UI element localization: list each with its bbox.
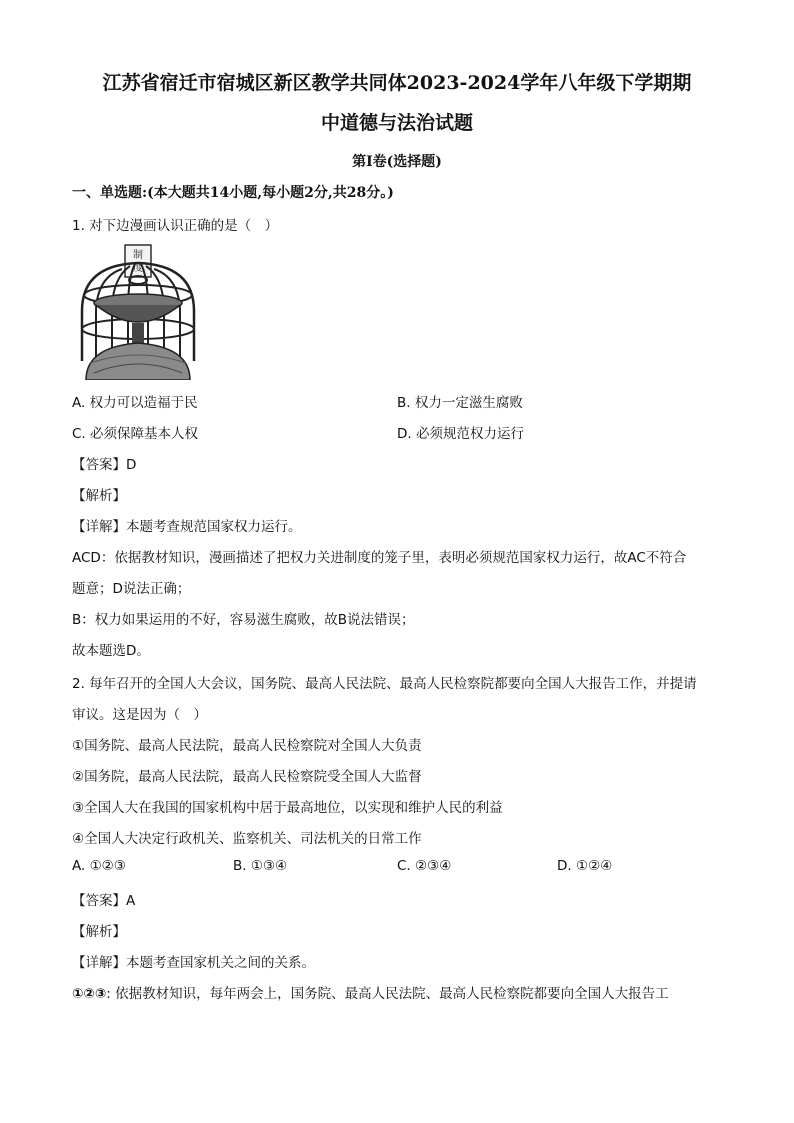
q1-option-c: C. 必须保障基本人权 [72,426,199,442]
q1-analysis-label: 【解析】 [72,488,126,504]
q2-analysis-label: 【解析】 [72,924,126,940]
q2-option-d: D. ①②④ [557,858,613,874]
q2-item-3: ③全国人大在我国的国家机构中居于最高地位，以实现和维护人民的利益 [72,800,503,816]
cartoon-power-cage-image [72,243,202,380]
cartoon-label-char-2: 度 [133,263,143,274]
cartoon-label-char-1: 制 [133,250,143,261]
q1-detail: 【详解】本题考查规范国家权力运行。 [72,519,302,535]
q2-item-4: ④全国人大决定行政机关、监察机关、司法机关的日常工作 [72,831,422,847]
q2-option-b: B. ①③④ [233,858,288,874]
q2-option-a: A. ①②③ [72,858,126,874]
q2-item-2: ②国务院，最高人民法院，最高人民检察院受全国人大监督 [72,769,422,785]
page-title-line2: 中道德与法治试题 [320,112,473,134]
q2-detail: 【详解】本题考查国家机关之间的关系。 [72,955,315,971]
section-heading: 一、单选题:(本大题共14小题,每小题2分,共28分。) [72,185,394,201]
q2-explain [72,982,722,1002]
q2-item-1: ①国务院、最高人民法院，最高人民检察院对全国人大负责 [72,738,422,754]
q2-answer: 【答案】A [72,893,136,909]
paper-subtitle: 第Ⅰ卷(选择题) [352,154,442,170]
q2-stem-line1: 2. 每年召开的全国人大会议，国务院、最高人民法院、最高人民检察院都要向全国人大报告工作，并提请 [72,676,697,692]
q1-option-d: D. 必须规范权力运行 [397,426,524,442]
q2-explain-numbers: ①②③ [72,986,107,1002]
q1-explain-b: B：权力如果运用的不好，容易滋生腐败，故B说法错误； [72,612,415,628]
q2-stem-line2: 审议。这是因为（ ） [72,707,207,723]
q1-option-b: B. 权力一定滋生腐败 [397,395,523,411]
page-title-line1: 江苏省宿迁市宿城区新区教学共同体2023-2024学年八年级下学期期 [102,72,692,94]
q2-option-c: C. ②③④ [397,858,452,874]
q2-explain-text: : 依据教材知识，每年两会上，国务院、最高人民法院、最高人民检察院都要向全国人大报告工 [106,986,669,1002]
q1-conclusion: 故本题选D。 [72,643,150,659]
q1-option-a: A. 权力可以造福于民 [72,395,198,411]
q1-stem: 1. 对下边漫画认识正确的是（ ） [72,218,279,234]
q1-explain-acd-line1: ACD：依据教材知识，漫画描述了把权力关进制度的笼子里，表明必须规范国家权力运行，故AC不符合 [72,550,687,566]
q1-explain-acd-line2: 题意；D说法正确； [72,581,191,597]
q1-answer: 【答案】D [72,457,137,473]
